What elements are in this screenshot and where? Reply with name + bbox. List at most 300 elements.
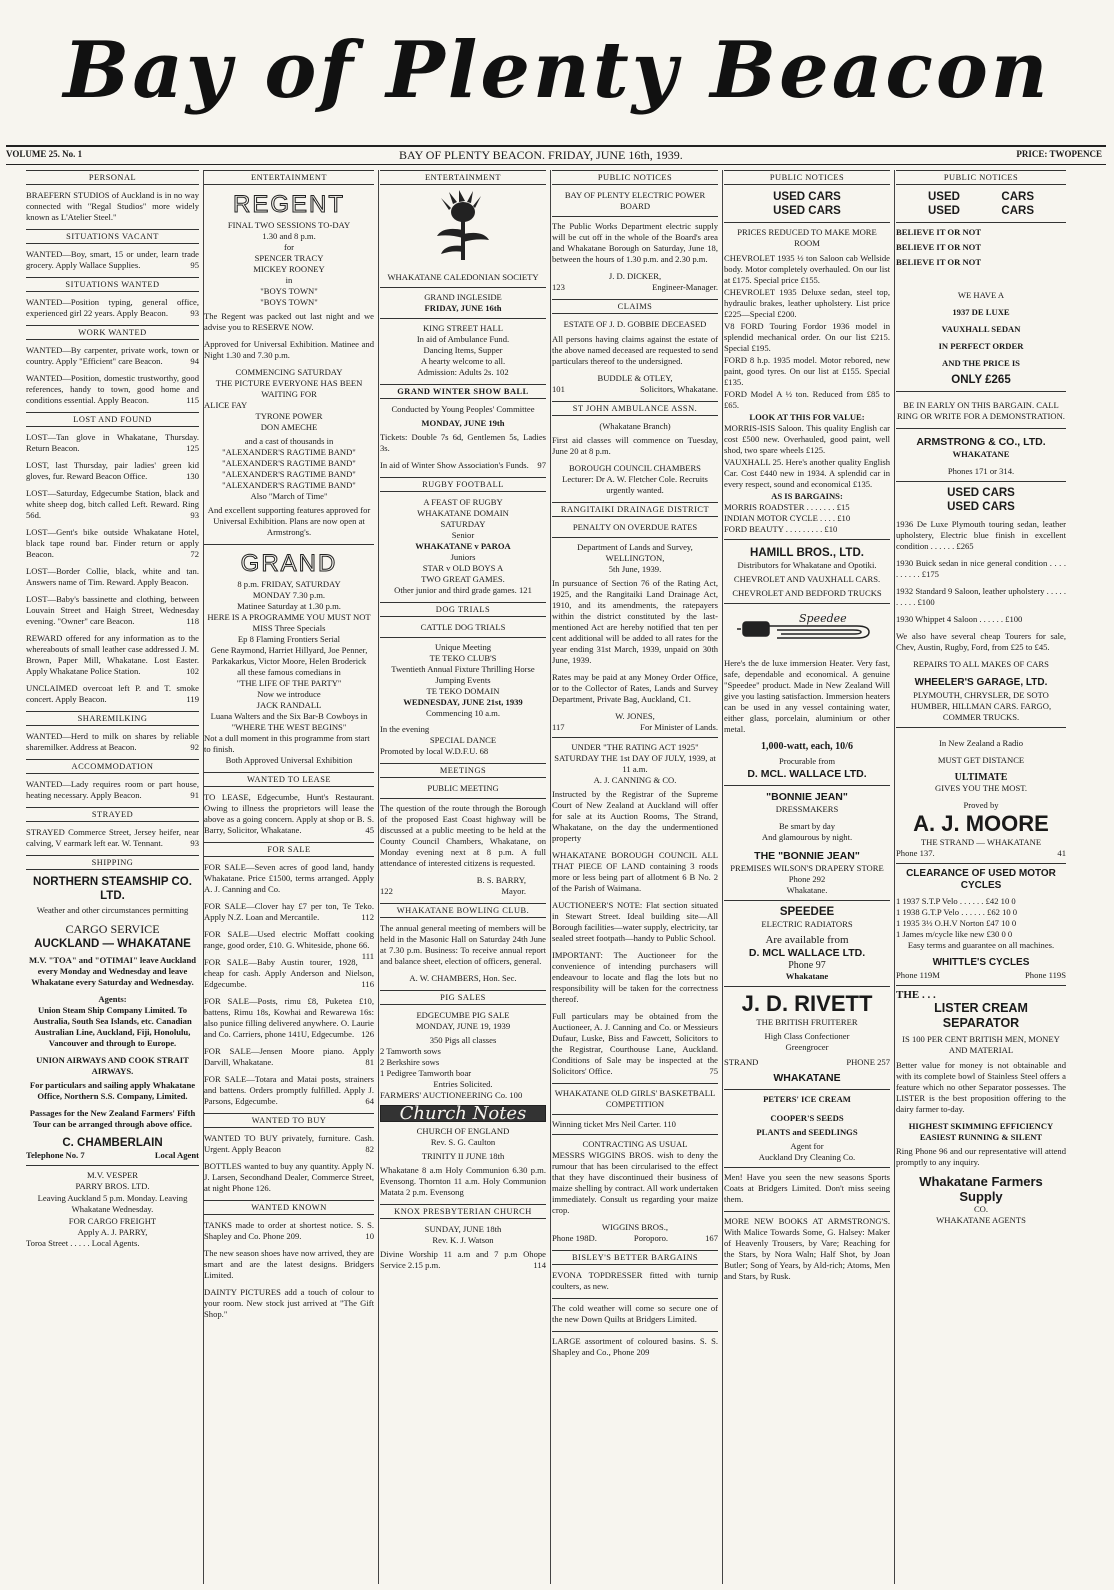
regent-line: MICKEY ROONEY xyxy=(253,264,325,274)
regent-line: in xyxy=(285,275,293,285)
radio-line: Proved by xyxy=(963,800,999,810)
bargain-item: FORD BEAUTY . . . . . . . . . £10 xyxy=(724,524,838,534)
car-listing: V8 FORD Touring Fordor 1936 model in splendid mechanical order. On our list £215. Special £195. xyxy=(724,321,890,353)
moore-name: A. J. MOORE xyxy=(913,811,1049,836)
pig-sale-line: 350 Pigs all classes xyxy=(429,1035,497,1045)
regent-line: COMMENCING SATURDAY xyxy=(235,367,343,377)
basketball-title: WHAKATANE OLD GIRLS' BASKETBALL COMPETITION xyxy=(554,1088,716,1109)
section-public-notices: PUBLIC NOTICES xyxy=(552,170,718,185)
section-personal: PERSONAL xyxy=(26,170,199,185)
particulars-text: Full particulars may be obtained from the Auctioneer, A. J. Canning and Co. or Messieurs Dufaur, Luske, Biss and Fawcett, Solicitors to the Registrar, Courthouse Lane, Auckland. Conditions of Sale may be inspected at the Solicitors' Office. 75 xyxy=(552,1011,718,1076)
chamberlain-phone: Telephone No. 7 Local Agent xyxy=(26,1150,199,1160)
car-listing: CHEVROLET 1935 ½ ton Saloon cab Wellside body. Motor completely overhauled. On our list at £175. Special price £155. xyxy=(724,253,890,285)
regent-line: "BOYS TOWN" xyxy=(260,286,318,296)
dog-trial-line: Commencing 10 a.m. xyxy=(426,708,500,718)
regent-line: THE PICTURE EVERYONE HAS BEEN WAITING FOR xyxy=(215,378,363,399)
dog-trial-line: SPECIAL DANCE xyxy=(429,735,497,745)
bonnie-line: Whakatane. xyxy=(786,885,828,895)
church-services: Divine Worship 11 a.m and 7 p.m Ohope Service 2.15 p.m. 114 xyxy=(380,1249,546,1270)
rugby-line: WHAKATANE DOMAIN xyxy=(417,508,509,518)
ad-bottles: BOTTLES wanted to buy any quantity. Apply N. J. Larsen, Secondhand Dealer, Commerce Street, at night Phone 126. xyxy=(204,1161,374,1193)
lister-text: Ring Phone 96 and our representative will attend promptly to any inquiry. xyxy=(896,1146,1066,1167)
grand-line: Luana Walters and the Six Bar-B Cowboys in xyxy=(210,711,368,721)
signature-role: 117 For Minister of Lands. xyxy=(552,722,718,732)
grand-line: Matinee Saturday at 1.30 p.m. xyxy=(237,601,341,611)
grand-line: Gene Raymond, Harriet Hillyard, Joe Penner, Parkakarkus, Victor Moore, Helen Broderick xyxy=(210,645,368,666)
farmers-supply: Whakatane Farmers Supply xyxy=(919,1174,1043,1204)
rugby-line: Senior xyxy=(451,530,475,540)
ad-work-wanted: WANTED—By carpenter, private work, town or country. Apply "Efficient" care Beacon. 94 xyxy=(26,345,199,366)
lister-line: HIGHEST SKIMMING EFFICIENCY EASIEST RUNNING & SILENT xyxy=(908,1121,1054,1142)
church-line: SUNDAY, JUNE 18th xyxy=(424,1224,502,1234)
pig-sale-line: EDGECUMBE PIG SALE xyxy=(416,1010,510,1020)
thistle-icon xyxy=(433,190,493,268)
believe-line: BELIEVE IT OR NOT xyxy=(896,227,982,237)
vauxhall-line: IN PERFECT ORDER xyxy=(938,341,1024,351)
ad-wanted-buy: WANTED TO BUY privately, furniture. Cash. Urgent. Apply Beacon 82 xyxy=(204,1133,374,1154)
price: PRICE: TWOPENCE xyxy=(1016,149,1102,159)
speedee-logo: Speedee xyxy=(799,612,847,625)
column-6 xyxy=(896,170,1066,1584)
heater-price: 1,000-watt, each, 10/6 xyxy=(761,741,853,752)
bowling-club-text: The annual general meeting of members will be held in the Masonic Hall on Saturday 24th June at 7.30 p.m. Business: To receive annual report and balance sheet, election of officers, general. xyxy=(380,923,546,966)
rugby-line: STAR v OLD BOYS A xyxy=(422,563,504,573)
cargo-freight: FOR CARGO FREIGHT xyxy=(68,1216,157,1226)
bisley-text: EVONA TOPDRESSER fitted with turnip coulters, as new. xyxy=(552,1270,718,1291)
car-listing: 1930 Whippet 4 Saloon . . . . . . £100 xyxy=(896,614,1023,624)
radio-line: ULTIMATE xyxy=(954,772,1008,783)
speedee-title: SPEEDEE xyxy=(779,906,835,918)
ad-lost: LOST—Baby's bassinette and clothing, between Louvain Street and Haigh Street, Wednesday evening. "Owner" care Beacon. 118 xyxy=(26,594,199,626)
bonnie-line: Phone 292 xyxy=(788,874,826,884)
ad-for-sale: FOR SALE—Used electric Moffatt cooking range, good order, £10. G. Whiteside, phone 66. 111 xyxy=(204,929,374,961)
column-5 xyxy=(724,170,895,1584)
vesper-title: M.V. VESPER xyxy=(86,1170,139,1180)
section-wanted-known: WANTED KNOWN xyxy=(204,1200,374,1215)
grand-logo: GRAND xyxy=(240,550,338,577)
regent-feature: "ALEXANDER'S RAGTIME BAND" xyxy=(222,469,356,479)
rivett-address: STRAND PHONE 257 xyxy=(724,1057,890,1067)
section-sharemilking: SHAREMILKING xyxy=(26,711,199,726)
section-entertainment: ENTERTAINMENT xyxy=(204,170,374,185)
ad-personal: BRAEFERN STUDIOS of Auckland is in no way connected with "Regal Studios" more widely known as L'Atelier Steel." xyxy=(26,190,199,222)
signature: J. D. DICKER, xyxy=(608,271,662,281)
regent-text: The Regent was packed out last night and we advise you to RESERVE NOW. xyxy=(204,311,374,332)
ad-lost: LOST, last Thursday, pair ladies' green kid gloves, fur. Reward Beacon Office. 130 xyxy=(26,460,199,481)
section-situations-vacant: SITUATIONS VACANT xyxy=(26,229,199,244)
bonnie-line: And glamourous by night. xyxy=(761,832,853,842)
grand-line: MONDAY 7.30 p.m. xyxy=(252,590,326,600)
dog-trial-line: Promoted by local W.D.F.U. 68 xyxy=(380,746,489,756)
car-listing: 1936 De Luxe Plymouth touring sedan, leather upholstery, Electric blue finish in excellent condition . . . . . . £265 xyxy=(896,519,1066,551)
hamill-bros: HAMILL BROS., LTD. xyxy=(750,547,864,559)
radio-line: In New Zealand a Radio xyxy=(939,738,1023,748)
drainage-text: In pursuance of Section 76 of the Rating Act, 1925, and the Rangitaiki Land Drainage Act, 1910, and its amendments, the ratepayers within the district constituted by the last-mentioned Act are hereby notified that ten per cent additional will be added to all rates for the year ending 31st March, 1939, unpaid on 30th June, 1939. xyxy=(552,578,718,665)
section-rugby-football: RUGBY FOOTBALL xyxy=(380,477,546,492)
union-airways-text: For particulars and sailing apply Whakatane Office, Northern S.S. Company, Limited. xyxy=(29,1080,196,1101)
down-quilts-text: The cold weather will come so secure one of the new Down Quilts at Bridgers Limited. xyxy=(552,1303,718,1324)
ingleside-line: In aid of Ambulance Fund. xyxy=(416,334,510,344)
ingleside-line: Dancing Items, Supper xyxy=(423,345,503,355)
dateline xyxy=(6,145,1106,165)
bonnie-line: PREMISES WILSON'S DRAPERY STORE xyxy=(730,863,884,873)
grand-line: 8 p.m. FRIDAY, SATURDAY xyxy=(237,579,341,589)
wiggins-contact: Phone 198D. Poroporo. 167 xyxy=(552,1233,718,1243)
church-line: TRINITY II JUNE 18th xyxy=(421,1151,505,1161)
dog-trial-line: In the evening xyxy=(380,724,430,734)
ad-lost: LOST—Tan glove in Whakatane, Thursday. Return Beacon. 125 xyxy=(26,432,199,453)
grand-line: "WHERE THE WEST BEGINS" xyxy=(231,722,347,732)
power-board-text: The Public Works Department electric supply will be cut off in the whole of the Board's area and Whakatane Borough on Saturday, June 18, between the hours of 1.30 p.m. and 2.30 p.m. xyxy=(552,221,718,264)
wheeler-line: PLYMOUTH, CHRYSLER, DE SOTO HUMBER, HILLMAN CARS. FARGO, COMMER TRUCKS. xyxy=(910,690,1052,722)
rivett-name: J. D. RIVETT xyxy=(741,991,873,1016)
ad-for-sale: FOR SALE—Totara and Matai posts, strainers and battens. Orders promptly fulfilled. Apply J. Parsons, Edgecumbe. 64 xyxy=(204,1074,374,1106)
rugby-line: Other junior and third grade games. 121 xyxy=(394,585,532,595)
bargain-text: BE IN EARLY ON THIS BARGAIN. CALL RING OR WRITE FOR A DEMONSTRATION. xyxy=(897,400,1065,421)
rivett-line: Auckland Dry Cleaning Co. xyxy=(758,1152,856,1162)
ad-situation-wanted: WANTED—Position typing, general office, experienced girl 22 years. Apply Beacon. 93 xyxy=(26,297,199,318)
ad-for-sale: FOR SALE—Seven acres of good land, handy Whakatane. Price £1500, terms arranged. Apply A. J. Canning and Co. xyxy=(204,862,374,894)
vesper-schedule: Leaving Auckland 5 p.m. Monday. Leaving Whakatane Wednesday. xyxy=(37,1193,188,1214)
contracting-text: MESSRS WIGGINS BROS. wish to deny the rumour that has been circularised to the effect that they have discontinued their business of maize shelling by contract. All work undertaken immediately. Consult us regarding your maize crop. xyxy=(552,1150,718,1215)
ad-for-sale: FOR SALE—Baby Austin tourer, 1928, cheap for cash. Apply Anderson and Nielson, Edgecumbe. 116 xyxy=(204,957,374,989)
bowling-club-signature: A. W. CHAMBERS, Hon. Sec. xyxy=(409,973,517,983)
agents-heading: Agents: xyxy=(98,994,127,1004)
pig-sale-line: 2 Berkshire sows xyxy=(380,1057,440,1067)
rivett-line: PETERS' ICE CREAM xyxy=(763,1094,851,1104)
used-cars-heading: USED CARS xyxy=(928,205,1034,217)
masthead xyxy=(0,0,1114,140)
motorcycle-item: 1 1938 G.T.P Velo . . . . . . £62 10 0 xyxy=(896,907,1018,917)
grand-line: "THE LIFE OF THE PARTY" xyxy=(236,678,342,688)
section-lost-found: LOST AND FOUND xyxy=(26,412,199,427)
vauxhall-line: AND THE PRICE IS xyxy=(942,358,1020,368)
important-note: IMPORTANT: The Auctioneer for the convenience of intending purchasers will endeavour to locate and flag the lots but no responsibility will be taken for the correctness thereof. xyxy=(552,950,718,1004)
armstrong-line: Phones 171 or 314. xyxy=(947,466,1015,476)
section-strayed: STRAYED xyxy=(26,807,199,822)
ad-accommodation: WANTED—Lady requires room or part house, heating necessary. Apply Beacon. 91 xyxy=(26,779,199,800)
regent-feature: "ALEXANDER'S RAGTIME BAND" xyxy=(222,447,356,457)
moore-address: THE STRAND — WHAKATANE xyxy=(920,837,1042,847)
speedee-line: Whakatane xyxy=(785,971,829,981)
motorcycle-item: 1 1935 3½ O.H.V Norton £47 10 0 xyxy=(896,918,1017,928)
car-listing: VAUXHALL 25. Here's another quality English Car. Cost £440 new in 1934. A splendid car in every respect, sound and economical £135. xyxy=(724,457,890,489)
basketball-winner: Winning ticket Mrs Neil Carter. 110 xyxy=(552,1119,676,1129)
radio-line: MUST GET DISTANCE xyxy=(937,755,1025,765)
regent-line: TYRONE POWER xyxy=(255,411,323,421)
ambulance-title: ST JOHN AMBULANCE ASSN. xyxy=(552,401,718,416)
car-listing: 1932 Standard 9 Saloon, leather upholstery . . . . . . . . . . £100 xyxy=(896,586,1066,607)
ad-for-sale: FOR SALE—Clover hay £7 per ton, Te Teko. Apply N.Z. Loan and Mercantile. 112 xyxy=(204,901,374,922)
church-line: Rev. K. J. Watson xyxy=(432,1235,494,1245)
dog-trial-line: CATTLE DOG TRIALS xyxy=(420,622,506,632)
ad-lost: LOST—Gent's bike outside Whakatane Hotel, black tape round bar. Finder return or apply Beacon. 72 xyxy=(26,527,199,559)
regent-line: for xyxy=(283,242,295,252)
section-for-sale: FOR SALE xyxy=(204,842,374,857)
canning-title: A. J. CANNING & CO. xyxy=(593,775,677,785)
steamship-company: NORTHERN STEAMSHIP CO. LTD. xyxy=(33,876,192,902)
ad-unclaimed: UNCLAIMED overcoat left P. and T. smoke concert. Apply Beacon. 119 xyxy=(26,683,199,704)
section-shipping: SHIPPING xyxy=(26,855,199,870)
ad-for-sale: FOR SALE—Posts, rimu £8, Puketea £10, battens, Rimu 18s, Kowhai and Rewarewa 16s: also punice filling delivered anywhere. O. Laurie and Co. Carriers, phone 141U, Edgecumbe. 126 xyxy=(204,996,374,1039)
used-cars-heading: USED CARS xyxy=(928,191,1034,203)
section-pig-sales: PIG SALES xyxy=(380,990,546,1005)
public-meeting-text: The question of the route through the Borough of the proposed East Coast highway will be discussed at a public meeting to be held at the County Council Chambers, Whakatane, on Monday evening next at 8 p.m. A full attendance of interested citizens is requested. xyxy=(380,803,546,868)
section-work-wanted: WORK WANTED xyxy=(26,325,199,340)
cargo-service: CARGO SERVICE xyxy=(65,922,160,936)
dog-trial-line: Twentieth Annual Fixture Thrilling Horse Jumping Events xyxy=(391,664,535,685)
grand-line: Ep 8 Flaming Frontiers Serial xyxy=(237,634,341,644)
bonnie-jean-title: THE "BONNIE JEAN" xyxy=(754,850,860,862)
drainage-district-title: RANGITAIKI DRAINAGE DISTRICT xyxy=(552,502,718,517)
wallace-name: D. MCL WALLACE LTD. xyxy=(748,947,866,959)
wallace-name: D. MCL. WALLACE LTD. xyxy=(747,768,867,780)
pig-sale-line: 2 Tamworth sows xyxy=(380,1046,441,1056)
regent-feature: "ALEXANDER'S RAGTIME BAND" xyxy=(222,480,356,490)
agents-text: Union Steam Ship Company Limited. To Australia, South Sea Islands, etc. Canadian Australian Line, Auckland, Fiji, Honolulu, Vancouver and through to Europe. xyxy=(33,1005,192,1048)
rivett-town: WHAKATANE xyxy=(773,1072,841,1084)
vauxhall-price: ONLY £265 xyxy=(951,374,1011,386)
speedee-line: ELECTRIC RADIATORS xyxy=(761,919,853,929)
public-meeting-title: PUBLIC MEETING xyxy=(427,783,499,793)
ad-shoes: The new season shoes have now arrived, they are smart and are the latest designs. Bridgers Limited. xyxy=(204,1248,374,1280)
volume-number: VOLUME 25. No. 1 xyxy=(6,149,83,159)
lister-title: LISTER CREAM SEPARATOR xyxy=(934,1001,1028,1030)
bonnie-jean-title: "BONNIE JEAN" xyxy=(766,791,848,803)
moore-phone: Phone 137. 41 xyxy=(896,848,1066,858)
regent-line: DON AMECHE xyxy=(260,422,318,432)
ambulance-line: Lecturer: Dr A. W. Fletcher Cole. Recruits urgently wanted. xyxy=(562,474,708,495)
ad-lease: TO LEASE, Edgecumbe, Hunt's Restaurant. Owing to illness the proprietors will lease the above as a going concern. Apply at shop or B. S. Barry, Solicitor, Whakatane. 45 xyxy=(204,792,374,835)
ingleside-line: FRIDAY, JUNE 16th xyxy=(424,303,502,313)
column-3 xyxy=(380,170,551,1584)
radio-line: GIVES YOU THE MOST. xyxy=(935,783,1027,793)
rating-act-title: UNDER "THE RATING ACT 1925" SATURDAY THE 1st DAY OF JULY, 1939, at 11 a.m. xyxy=(554,742,716,774)
farmers-line: WHAKATANE AGENTS xyxy=(936,1215,1026,1225)
issue-date: BAY OF PLENTY BEACON. FRIDAY, JUNE 16th, 1939. xyxy=(399,148,683,162)
rugby-line: WHAKATANE v PAROA xyxy=(415,541,511,551)
ambulance-line: BOROUGH COUNCIL CHAMBERS xyxy=(569,463,701,473)
signature-role: 123 Engineer-Manager. xyxy=(552,282,718,292)
bisley-title: BISLEY'S BETTER BARGAINS xyxy=(552,1250,718,1265)
car-listing: CHEVROLET 1935 Deluxe sedan, steel top, hydraulic brakes, leather upholstery. List price £225—Special £200. xyxy=(724,287,890,319)
regent-line: Also "March of Time" xyxy=(250,491,328,501)
rugby-line: Juniors xyxy=(450,552,476,562)
bowling-club-title: WHAKATANE BOWLING CLUB. xyxy=(380,903,546,918)
regent-line: FINAL TWO SESSIONS TO-DAY xyxy=(227,220,351,230)
used-cars-heading: USED CARS xyxy=(773,205,841,217)
signature: BUDDLE & OTLEY, xyxy=(597,373,673,383)
dog-trial-line: TE TEKO CLUB'S xyxy=(429,653,497,663)
believe-line: BELIEVE IT OR NOT xyxy=(896,242,982,252)
apply-parry: Apply A. J. PARRY, xyxy=(77,1227,148,1237)
clearance-title: CLEARANCE OF USED MOTOR CYCLES xyxy=(906,868,1056,891)
regent-logo: REGENT xyxy=(232,191,345,218)
drainage-text: Rates may be paid at any Money Order Office, or to the Collector of Rates, Lands and Survey Department, Private Bag, Auckland, C1. xyxy=(552,672,718,704)
church-line: CHURCH OF ENGLAND xyxy=(416,1126,510,1136)
drainage-line: Department of Lands and Survey, xyxy=(577,542,693,552)
dog-trial-line: WEDNESDAY, JUNE 21st, 1939 xyxy=(403,697,523,707)
hamill-line: CHEVROLET AND BEDFORD TRUCKS xyxy=(732,588,882,598)
car-listing: 1930 Buick sedan in nice general condition . . . . . . . . . . £175 xyxy=(896,558,1066,579)
car-listing: We also have several cheap Tourers for sale, Chev, Austin, Rugby, Ford, from £25 to £45. xyxy=(896,631,1066,652)
ball-line: Conducted by Young Peoples' Committee xyxy=(391,404,535,414)
bonnie-line: DRESSMAKERS xyxy=(775,804,839,814)
hamill-line: Distributors for Whakatane and Opotiki. xyxy=(737,560,877,570)
newspaper-title: Bay of Plenty Beacon xyxy=(63,25,1051,116)
estate-title: ESTATE OF J. D. GOBBIE DECEASED xyxy=(563,319,707,329)
rivett-line: Greengrocer xyxy=(785,1042,829,1052)
grand-line: Now we introduce xyxy=(257,689,321,699)
dog-trial-line: TE TEKO DOMAIN xyxy=(426,686,500,696)
union-airways: UNION AIRWAYS AND COOK STRAIT AIRWAYS. xyxy=(36,1055,189,1076)
regent-text: And excellent supporting features approved for Universal Exhibition. Plans are now open at Armstrong's. xyxy=(207,505,371,537)
shipping-route: AUCKLAND — WHAKATANE xyxy=(34,938,191,950)
grand-line: Not a dull moment in this programme from start to finish. xyxy=(204,733,370,754)
caledonian-society: WHAKATANE CALEDONIAN SOCIETY xyxy=(387,272,539,282)
speedee-line: Phone 97 xyxy=(788,960,826,971)
grand-line: HERE IS A PROGRAMME YOU MUST NOT MISS Three Specials xyxy=(207,612,371,633)
whittles-cycles: WHITTLE'S CYCLES xyxy=(932,957,1030,968)
ingleside-line: A hearty welcome to all. xyxy=(420,356,506,366)
bargains-heading: AS IS BARGAINS: xyxy=(771,491,843,501)
ad-work-wanted: WANTED—Position, domestic trustworthy, good references, handy to town, good home and conditions essential. Apply Beacon. 115 xyxy=(26,373,199,405)
used-cars-heading: USED CARS xyxy=(773,191,841,203)
ad-strayed: STRAYED Commerce Street, Jersey heifer, near calving, V earmark left ear. W. Tennant. 93 xyxy=(26,827,199,848)
speedee-line: Are available from xyxy=(765,934,849,946)
section-dog-trials: DOG TRIALS xyxy=(380,602,546,617)
signature-role: 101 Solicitors, Whakatane. xyxy=(552,384,718,394)
grand-line: all these famous comedians in xyxy=(237,667,341,677)
passages-text: Passages for the New Zealand Farmers' Fifth Tour can be arranged through above office. xyxy=(29,1108,196,1129)
pig-sale-line: FARMERS' AUCTIONEERING Co. 100 xyxy=(380,1090,523,1100)
section-meetings: MEETINGS xyxy=(380,763,546,778)
penalty-title: PENALTY ON OVERDUE RATES xyxy=(572,522,698,532)
canning-text: Instructed by the Registrar of the Supreme Court of New Zealand at Auckland will offer for sale at its Auction Rooms, The Strand, Whakatane, on the day the undermentioned property xyxy=(552,789,718,843)
ingleside-line: GRAND INGLESIDE xyxy=(424,292,502,302)
rugby-line: A FEAST OF RUGBY xyxy=(423,497,503,507)
ambulance-line: (Whakatane Branch) xyxy=(599,421,671,431)
church-line: Rev. S. G. Caulton xyxy=(430,1137,496,1147)
whittles-phones: Phone 119M Phone 119S xyxy=(896,970,1066,980)
church-notes-banner: Church Notes xyxy=(380,1105,546,1122)
look-value-heading: LOOK AT THIS FOR VALUE: xyxy=(749,412,865,422)
power-board-title: BAY OF PLENTY ELECTRIC POWER BOARD xyxy=(564,190,706,211)
section-accommodation: ACCOMMODATION xyxy=(26,759,199,774)
regent-line: "BOYS TOWN" xyxy=(260,297,318,307)
parry-bros: PARRY BROS. LTD. xyxy=(75,1181,150,1191)
vauxhall-line: WE HAVE A xyxy=(957,290,1005,300)
vauxhall-line: VAUXHALL SEDAN xyxy=(941,324,1021,334)
section-wanted-to-buy: WANTED TO BUY xyxy=(204,1113,374,1128)
regent-line: 1.30 and 8 p.m. xyxy=(262,231,316,241)
repairs-line: REPAIRS TO ALL MAKES OF CARS xyxy=(913,659,1049,669)
signature: WIGGINS BROS., xyxy=(601,1222,669,1232)
pig-sale-line: MONDAY, JUNE 19, 1939 xyxy=(415,1021,511,1031)
section-public-notices: PUBLIC NOTICES xyxy=(896,170,1066,185)
ad-tanks: TANKS made to order at shortest notice. S. S. Shapley and Co. Phone 209. 10 xyxy=(204,1220,374,1241)
rivett-line: THE BRITISH FRUITERER xyxy=(756,1017,858,1027)
drainage-line: 5th June, 1939. xyxy=(608,564,662,574)
regent-line: ALICE FAY xyxy=(204,400,248,410)
auctioneer-note: AUCTIONEER'S NOTE: Flat section situated in Stewart Street. Ideal building site—All Borough facilities—water supply, electricity, tar sealed street footpath—handy to Public School. xyxy=(552,900,718,943)
ad-reward: REWARD offered for any information as to the whereabouts of small leather case addressed J. M. Brown, Paper Mill, Whakatane. Lost Easter. Apply Whakatane Police Station. 102 xyxy=(26,633,199,676)
car-listing: MORRIS-ISIS Saloon. This quality English car cost £500 new. Overhauled, good paint, well shod, two spare wheels £125. xyxy=(724,423,890,455)
bonnie-line: Be smart by day xyxy=(778,821,836,831)
chamberlain-name: C. CHAMBERLAIN xyxy=(62,1137,163,1149)
books-text: MORE NEW BOOKS AT ARMSTRONG'S. With Malice Towards Some, G. Halsey: Maker of Heavenly Trousers, by Vare; Reaching for the Stars, by Nora Waln; Half Shot, by Joan Butler; Song of Years, by Ald-rich; Atoms, Men and Stars, by Rusk. xyxy=(724,1216,890,1281)
ball-line: In aid of Winter Show Association's Funds. 97 xyxy=(380,460,546,470)
grand-line: Both Approved Universal Exhibition xyxy=(225,755,353,765)
wheeler-garage: WHEELER'S GARAGE, LTD. xyxy=(914,677,1048,688)
immersion-heater-icon xyxy=(737,610,877,652)
armstrong-line: WHAKATANE xyxy=(952,449,1010,459)
ambulance-line: First aid classes will commence on Tuesday, June 20 at 8 p.m. xyxy=(552,435,718,456)
motorcycle-terms: Easy terms and guarantee on all machines. xyxy=(907,940,1055,950)
weather-note: Weather and other circumstances permitting xyxy=(36,905,189,915)
winter-show-ball: GRAND WINTER SHOW BALL xyxy=(380,384,546,399)
pig-sale-line: 1 Pedigree Tamworth boar xyxy=(380,1068,472,1078)
knox-church-title: KNOX PRESBYTERIAN CHURCH xyxy=(380,1204,546,1219)
pig-sale-line: Entries Solicited. xyxy=(433,1079,493,1089)
vauxhall-line: 1937 DE LUXE xyxy=(952,307,1010,317)
church-services: Whakatane 8 a.m Holy Communion 6.30 p.m. Evensong. Thornton 11 a.m. Holy Communion Matata 2 p.m. Evensong xyxy=(380,1165,546,1197)
rivett-line: PLANTS and SEEDLINGS xyxy=(756,1127,858,1137)
lister-line: IS 100 PER CENT BRITISH MEN, MONEY AND MATERIAL xyxy=(902,1034,1060,1055)
car-listing: FORD Model A ½ ton. Reduced from £85 to £65. xyxy=(724,389,890,410)
column-1 xyxy=(26,170,204,1584)
drainage-line: WELLINGTON, xyxy=(605,553,665,563)
lister-line: THE . . . xyxy=(896,989,936,1001)
farmers-line: CO. xyxy=(973,1204,989,1214)
rivett-line: Agent for xyxy=(790,1141,824,1151)
signature: B. S. BARRY, xyxy=(476,875,526,885)
section-public-notices: PUBLIC NOTICES xyxy=(724,170,890,185)
used-cars-heading: USED CARS xyxy=(947,501,1015,513)
section-wanted-to-lease: WANTED TO LEASE xyxy=(204,772,374,787)
motorcycle-item: 1 James m/cycle like new £30 0 0 xyxy=(896,929,1013,939)
ingleside-line: KING STREET HALL xyxy=(422,323,504,333)
contracting-title: CONTRACTING AS USUAL xyxy=(582,1139,688,1149)
bargain-item: INDIAN MOTOR CYCLE . . . . £10 xyxy=(724,513,851,523)
sports-coats-text: Men! Have you seen the new seasons Sports Coats at Bridgers Limited. Don't miss seeing them. xyxy=(724,1172,890,1204)
section-situations-wanted: SITUATIONS WANTED xyxy=(26,277,199,292)
regent-line: and a cast of thousands in xyxy=(244,436,334,446)
motorcycle-item: 1 1937 S.T.P Velo . . . . . . £42 10 0 xyxy=(896,896,1016,906)
signature-role: 122 Mayor. xyxy=(380,886,526,896)
armstrong-name: ARMSTRONG & CO., LTD. xyxy=(916,436,1046,448)
believe-line: BELIEVE IT OR NOT xyxy=(896,257,982,267)
ad-situation-vacant: WANTED—Boy, smart, 15 or under, learn trade grocery. Apply Wallace Supplies. 95 xyxy=(26,249,199,270)
hamill-line: CHEVROLET AND VAUXHALL CARS. xyxy=(733,574,881,584)
ad-lost: LOST—Border Collie, black, white and tan. Answers name of Tim. Reward. Apply Beacon. xyxy=(26,566,199,587)
borough-council-text: WHAKATANE BOROUGH COUNCIL ALL THAT PIECE OF LAND containing 3 roods more or less being part of allotment 6 B No. 2 of the Parish of Waimana. xyxy=(552,850,718,893)
rugby-line: TWO GREAT GAMES. xyxy=(421,574,505,584)
column-4 xyxy=(552,170,723,1584)
section-entertainment: ENTERTAINMENT xyxy=(380,170,546,185)
used-cars-heading: USED CARS xyxy=(947,487,1015,499)
regent-text: Approved for Universal Exhibition. Matinee and Night 1.30 and 7.30 p.m. xyxy=(204,339,374,360)
grand-line: JACK RANDALL xyxy=(256,700,322,710)
ball-line: Tickets: Double 7s 6d, Gentlemen 5s, Ladies 3s. xyxy=(380,432,546,453)
rivett-line: COOPER'S SEEDS xyxy=(770,1113,844,1123)
column-2 xyxy=(204,170,379,1584)
rivett-line: High Class Confectioner xyxy=(764,1031,850,1041)
heater-text: Here's the de luxe immersion Heater. Very fast, safe, dependable and economical. A genuine "Speedee" product. Made in New Zealand Will give you lasting satisfaction. Immersion heaters can be used in any vessel containing water, either glass, porcelain, aluminium or other metal. xyxy=(724,658,890,734)
bargain-item: MORRIS ROADSTER . . . . . . . £15 xyxy=(724,502,850,512)
dog-trial-line: Unique Meeting xyxy=(434,642,492,652)
lister-text: Better value for money is not obtainable and with its complete bowl of Stainless Steel offers a feature which no other Separator possesses. The LISTER is the best proposition offering to the dairy farmer to-day. xyxy=(896,1060,1066,1114)
